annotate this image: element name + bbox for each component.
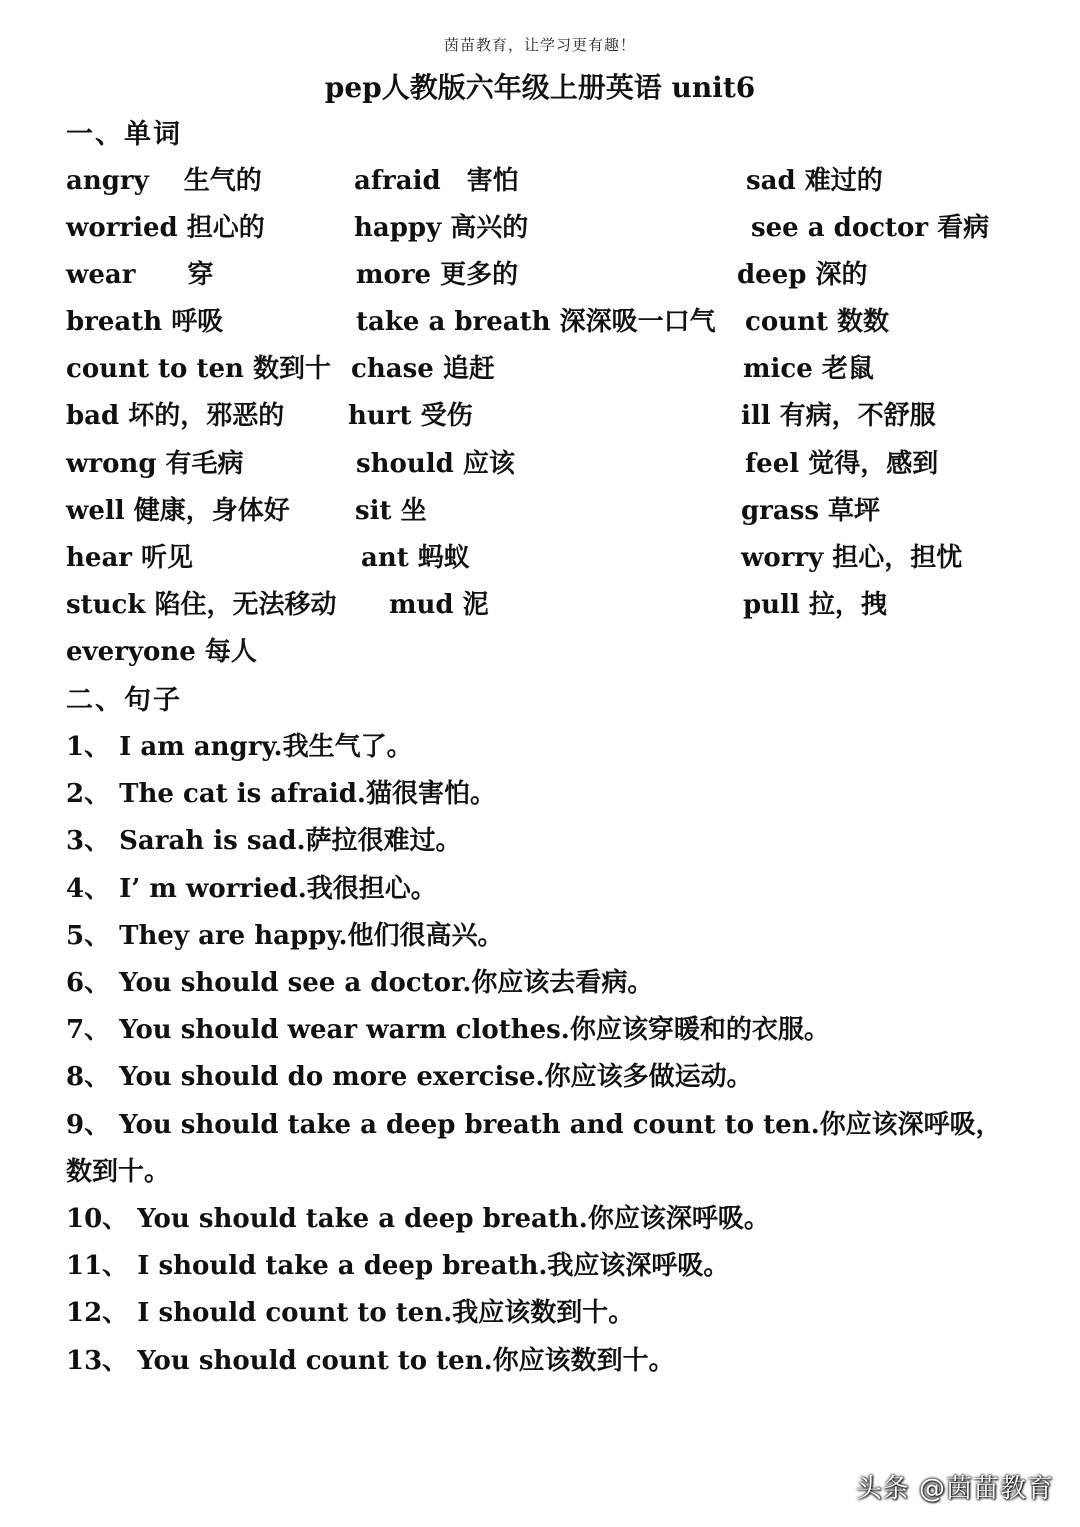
vocab-entry: deep 深的	[737, 260, 868, 290]
vocab-entry: breath 呼吸	[66, 307, 224, 337]
vocab-entry: mice 老鼠	[743, 354, 874, 384]
vocab-row	[0, 631, 1080, 671]
vocab-entry: wrong 有毛病	[66, 449, 244, 479]
vocab-entry: sad 难过的	[746, 166, 883, 196]
sentence-item: 7、 You should wear warm clothes.你应该穿暖和的衣服。	[66, 1015, 830, 1046]
sentence-item: 5、 They are happy.他们很高兴。	[66, 920, 504, 951]
sentence-item: 11、 I should take a deep breath.我应该深呼吸。	[66, 1251, 730, 1282]
sentence-item: 10、 You should take a deep breath.你应该深呼吸。	[66, 1204, 770, 1235]
sentence-item: 1、 I am angry.我生气了。	[66, 732, 413, 762]
vocab-entry: hurt 受伤	[348, 401, 473, 431]
vocab-entry: see a doctor 看病	[751, 213, 990, 243]
vocab-entry: mud 泥	[389, 590, 489, 620]
vocab-entry: ill 有病，不舒服	[741, 401, 936, 431]
sentence-item: 3、 Sarah is sad.萨拉很难过。	[66, 826, 462, 857]
document-title: pep人教版六年级上册英语 unit6	[324, 71, 756, 104]
vocab-entry: stuck 陷住，无法移动	[66, 590, 337, 620]
vocab-entry: angry 生气的	[66, 166, 262, 196]
sentence-item: 13、 You should count to ten.你应该数到十。	[66, 1345, 675, 1376]
vocab-entry: everyone 每人	[66, 637, 257, 667]
vocab-entry: happy 高兴的	[354, 213, 529, 243]
vocab-row	[0, 443, 1080, 483]
vocab-entry: count to ten 数到十	[66, 354, 331, 384]
vocab-entry: pull 拉，拽	[743, 590, 887, 620]
vocab-entry: well 健康，身体好	[66, 496, 290, 526]
vocab-entry: worried 担心的	[66, 213, 265, 243]
vocab-entry: afraid 害怕	[354, 166, 519, 196]
vocab-row	[0, 395, 1080, 435]
vocab-row	[0, 537, 1080, 577]
vocab-entry: bad 坏的，邪恶的	[66, 401, 285, 431]
vocab-row	[0, 348, 1080, 388]
vocab-entry: chase 追赶	[351, 354, 495, 384]
vocab-entry: should 应该	[356, 449, 515, 479]
vocab-row	[0, 160, 1080, 200]
watermark: 头条 @茵苗教育	[855, 1474, 1054, 1504]
vocab-row	[0, 490, 1080, 530]
sentence-list	[66, 724, 1026, 1385]
sentence-item: 4、 I’ m worried.我很担心。	[66, 873, 437, 904]
vocab-row	[0, 207, 1080, 247]
vocab-entry: sit 坐	[355, 496, 427, 526]
sentence-item: 9、 You should take a deep breath and count to ten.你应该深呼吸，数到十。	[66, 1109, 1002, 1187]
vocab-row	[0, 584, 1080, 624]
vocab-row	[0, 254, 1080, 294]
vocab-entry: count 数数	[745, 307, 890, 337]
header-note: 茵苗教育，让学习更有趣！	[443, 36, 636, 54]
vocab-row	[0, 301, 1080, 341]
vocab-entry: ant 蚂蚁	[361, 543, 470, 573]
vocabulary-heading: 一、单词	[66, 119, 182, 150]
sentences-heading: 二、句子	[66, 685, 182, 716]
vocab-entry: wear 穿	[66, 260, 214, 290]
vocab-entry: worry 担心，担忧	[741, 543, 963, 573]
vocab-entry: hear 听见	[66, 543, 194, 573]
sentence-item: 2、 The cat is afraid.猫很害怕。	[66, 779, 496, 810]
vocab-entry: more 更多的	[356, 260, 519, 290]
vocab-entry: grass 草坪	[741, 496, 881, 526]
sentence-item: 12、 I should count to ten.我应该数到十。	[66, 1298, 635, 1329]
vocab-entry: feel 觉得，感到	[745, 449, 939, 479]
sentence-item: 8、 You should do more exercise.你应该多做运动。	[66, 1062, 753, 1093]
sentence-item: 6、 You should see a doctor.你应该去看病。	[66, 968, 654, 999]
vocab-entry: take a breath 深深吸一口气	[356, 307, 716, 337]
